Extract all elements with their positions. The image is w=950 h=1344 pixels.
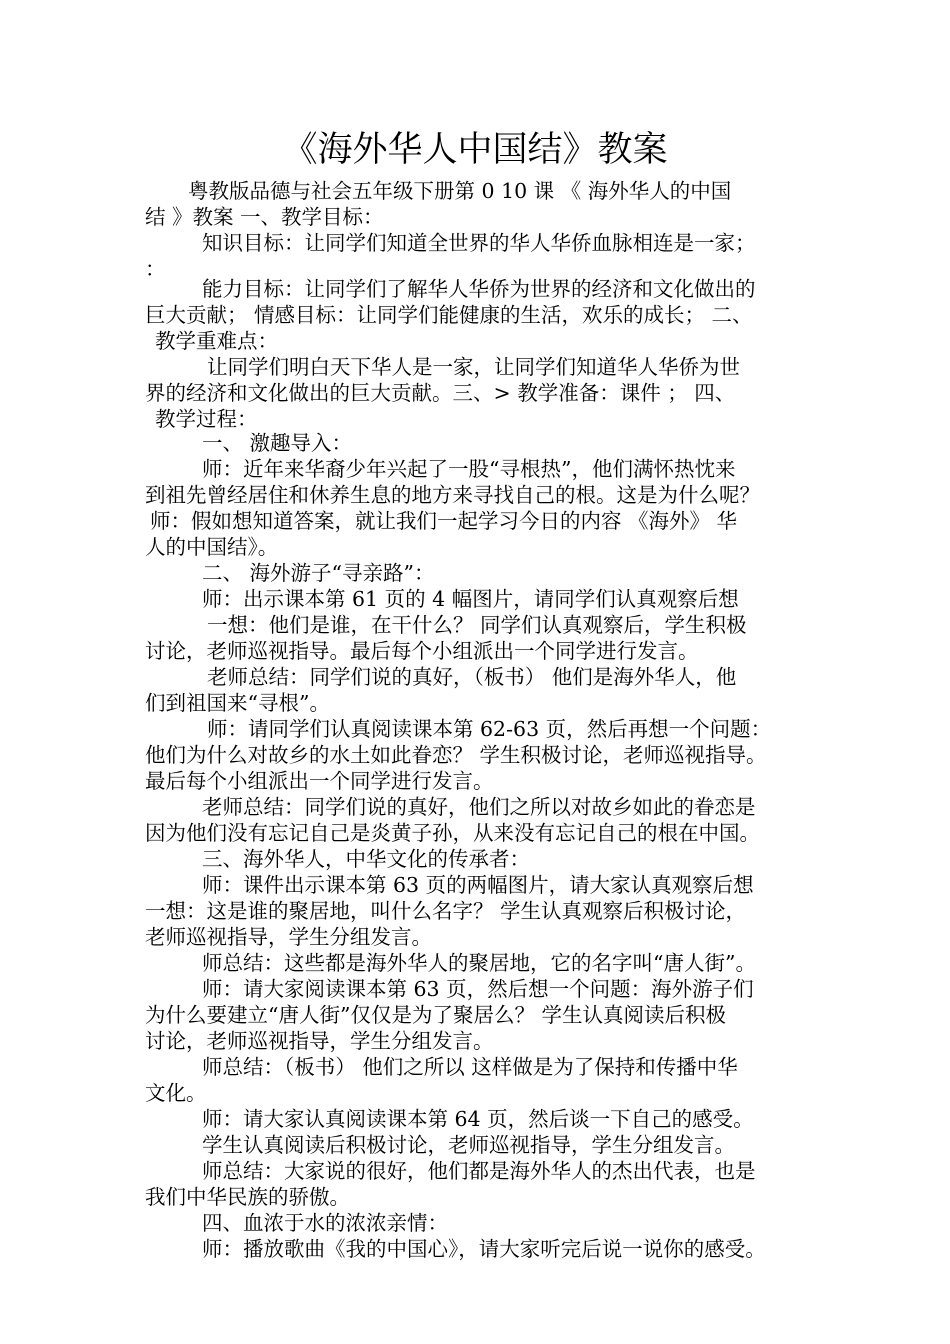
text-line: 一想：他们是谁，在干什么？ 同学们认真观察后，学生积极 (207, 613, 747, 637)
text-line: 三、海外华人，中华文化的传承者： (202, 847, 530, 871)
text-line: 为什么要建立“唐人街”仅仅是为了聚居么？ 学生认真阅读后积极 (145, 1003, 726, 1027)
text-line: ： (145, 257, 166, 281)
text-line: 老师总结：同学们说的真好，他们之所以对故乡如此的眷恋是 (202, 795, 756, 819)
text-line: 结 》教案 一、教学目标： (145, 205, 384, 229)
text-line: 老师总结：同学们说的真好，（板书） 他们是海外华人，他 (207, 665, 737, 689)
text-line: 师总结：这些都是海外华人的聚居地，它的名字叫“唐人街”。 (202, 951, 756, 975)
text-line: 师：课件出示课本第 63 页的两幅图片，请大家认真观察后想 (202, 873, 754, 897)
text-line: 教学重难点： (155, 329, 278, 353)
text-line: 因为他们没有忘记自己是炎黄子孙，从来没有忘记自己的根在中国。 (145, 821, 760, 845)
text-line: 文化。 (145, 1081, 207, 1105)
text-line: 能力目标：让同学们了解华人华侨为世界的经济和文化做出的 (202, 277, 756, 301)
text-line: 让同学们明白天下华人是一家，让同学们知道华人华侨为世 (207, 355, 740, 379)
text-line: 师：近年来华裔少年兴起了一股“寻根热”，他们满怀热忱来 (202, 457, 736, 481)
text-line: 师：出示课本第 61 页的 4 幅图片，请同学们认真观察后想 (202, 587, 739, 611)
text-line: 四、血浓于水的浓浓亲情： (202, 1211, 448, 1235)
text-line: 师：请大家阅读课本第 63 页，然后想一个问题：海外游子们 (202, 977, 754, 1001)
text-line: 巨大贡献； 情感目标：让同学们能健康的生活，欢乐的成长； 二、 (145, 303, 753, 327)
text-line: 讨论，老师巡视指导，学生分组发言。 (145, 1029, 494, 1053)
text-line: 知识目标：让同学们知道全世界的华人华侨血脉相连是一家； (202, 231, 756, 255)
text-line: 老师巡视指导，学生分组发言。 (145, 925, 432, 949)
text-line: 一想：这是谁的聚居地，叫什么名字？ 学生认真观察后积极讨论， (145, 899, 747, 923)
text-line: 人的中国结》。 (145, 535, 279, 559)
text-line: 师总结：（板书） 他们之所以 这样做是为了保持和传播中华 (202, 1055, 738, 1079)
text-line: 二、 海外游子“寻亲路”： (202, 561, 435, 585)
text-line: 我们中华民族的骄傲。 (145, 1185, 350, 1209)
text-line: 粤教版品德与社会五年级下册第 0 10 课 《 海外华人的中国 (188, 179, 732, 203)
text-line: 到祖先曾经居住和休养生息的地方来寻找自己的根。这是为什么呢？ (145, 483, 760, 507)
text-line: 最后每个小组派出一个同学进行发言。 (145, 769, 494, 793)
text-line: 师：请同学们认真阅读课本第 62-63 页，然后再想一个问题： (207, 717, 772, 741)
text-line: 界的经济和文化做出的巨大贡献。三、> 教学准备：课件 ； 四、 (145, 381, 736, 405)
document-title: 《海外华人中国结》教案 (282, 130, 668, 170)
text-line: 学生认真阅读后积极讨论，老师巡视指导，学生分组发言。 (202, 1133, 735, 1157)
text-line: 一、 激趣导入： (202, 431, 353, 455)
text-line: 们到祖国来“寻根”。 (145, 691, 330, 715)
text-line: 师：请大家认真阅读课本第 64 页，然后谈一下自己的感受。 (202, 1107, 754, 1131)
text-line: 教学过程： (155, 407, 258, 431)
text-line: 师：假如想知道答案，就让我们一起学习今日的内容 《海外》 华 (150, 509, 738, 533)
text-line: 他们为什么对故乡的水土如此眷恋？ 学生积极讨论，老师巡视指导。 (145, 743, 767, 767)
text-line: 师：播放歌曲《我的中国心》，请大家听完后说一说你的感受。 (202, 1237, 766, 1261)
text-line: 师总结：大家说的很好，他们都是海外华人的杰出代表，也是 (202, 1159, 756, 1183)
text-line: 讨论，老师巡视指导。最后每个小组派出一个同学进行发言。 (145, 639, 699, 663)
